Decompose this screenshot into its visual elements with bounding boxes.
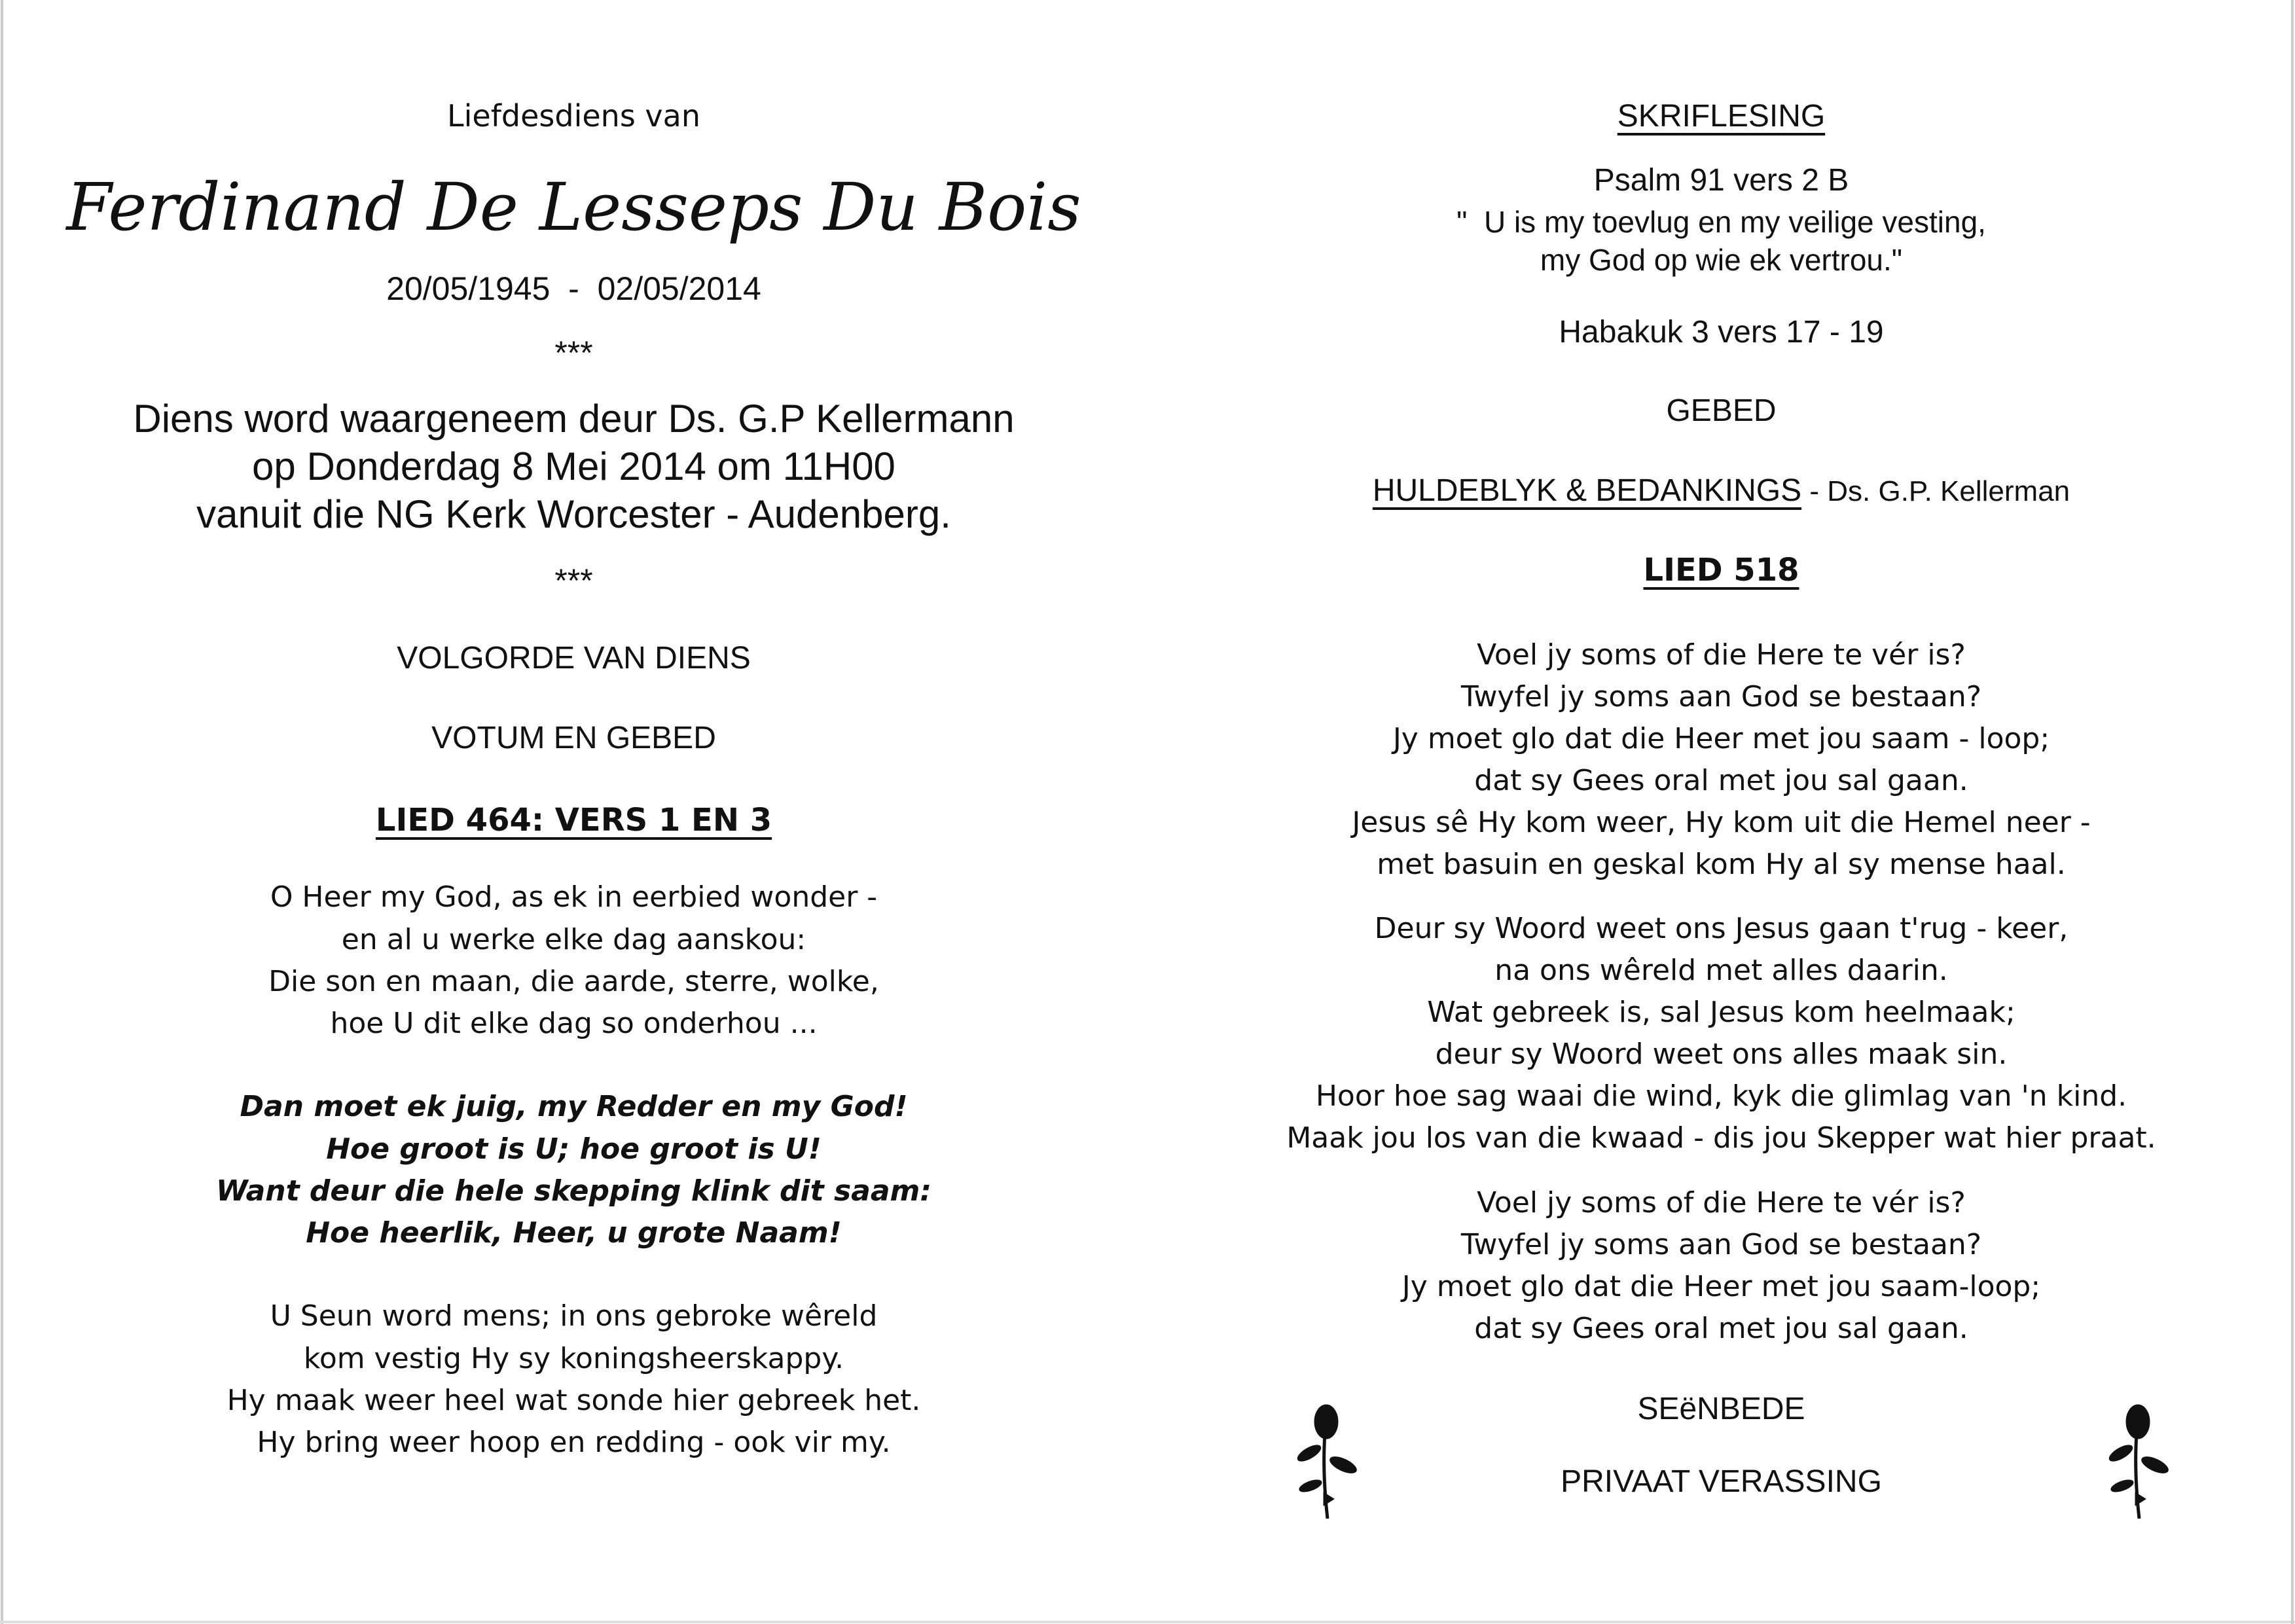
rose-icon (1283, 1394, 1368, 1525)
chorus-line: Hoe groot is U; hoe groot is U! (326, 1132, 822, 1166)
service-line: Diens word waargeneem deur Ds. G.P Kellermann (133, 397, 1015, 441)
hymn-title: LIED 464: VERS 1 EN 3 (375, 802, 772, 839)
hymn-line: Hoor hoe sag waai die wind, kyk die glimlag van 'n kind. (1315, 1079, 2127, 1113)
tribute-heading (1148, 473, 2295, 509)
hymn-line: Hy bring weer hoop en redding - ook vir my. (257, 1426, 891, 1459)
chorus-line: Want deur die hele skepping klink dit saam: (216, 1174, 931, 1208)
hymn-line: Jy moet glo dat die Heer met jou saam - loop; (1392, 722, 2050, 755)
hymn-line: Voel jy soms of die Here te vér is? (1477, 638, 1966, 672)
hymn-line: Jy moet glo dat die Heer met jou saam-loop; (1401, 1270, 2041, 1303)
separator-stars: *** (554, 562, 593, 599)
service-line: op Donderdag 8 Mei 2014 om 11H00 (252, 444, 895, 488)
life-dates: 20/05/1945 - 02/05/2014 (386, 270, 761, 307)
tribute-speaker: - Ds. G.P. Kellerman (1801, 475, 2070, 507)
hymn-line: U Seun word mens; in ons gebroke wêreld (270, 1299, 878, 1333)
votum-heading: VOTUM EN GEBED (431, 721, 716, 755)
hymn-title: LIED 518 (1643, 552, 1799, 588)
habakuk-reference: Habakuk 3 vers 17 - 19 (1559, 315, 1884, 350)
hymn-line: O Heer my God, as ek in eerbied wonder - (270, 880, 878, 914)
hymn-line: deur sy Woord weet ons alles maak sin. (1435, 1038, 2008, 1071)
tribute-label: HULDEBLYK & BEDANKINGS (1372, 473, 1802, 508)
hymn-line: hoe U dit elke dag so onderhou ... (330, 1007, 818, 1040)
separator-stars: *** (554, 334, 593, 371)
hymn-line: Hy maak weer heel wat sonde hier gebreek het. (226, 1384, 921, 1417)
scripture-heading: SKRIFLESING (1617, 99, 1826, 134)
hymn-line: Voel jy soms of die Here te vér is? (1477, 1186, 1966, 1219)
hymn-line: kom vestig Hy sy koningsheerskappy. (303, 1342, 844, 1375)
hymn-line: Maak jou los van die kwaad - dis jou Skepper wat hier praat. (1286, 1121, 2156, 1155)
psalm-text: my God op wie ek vertrou." (1540, 243, 1903, 277)
blessing-heading: SEëNBEDE (1637, 1392, 1805, 1426)
psalm-reference: Psalm 91 vers 2 B (1593, 163, 1849, 198)
hymn-line: Die son en maan, die aarde, sterre, wolke, (268, 965, 879, 998)
cremation-heading: PRIVAAT VERASSING (1561, 1464, 1882, 1499)
chorus-line: Hoe heerlik, Heer, u grote Naam! (306, 1216, 842, 1250)
hymn-line: Twyfel jy soms aan God se bestaan? (1460, 680, 1982, 713)
hymn-line: en al u werke elke dag aanskou: (341, 923, 806, 956)
deceased-name: Ferdinand De Lesseps Du Bois (66, 169, 1081, 245)
hymn-line: Deur sy Woord weet ons Jesus gaan t'rug - keer, (1374, 912, 2069, 945)
intro-text: Liefdesdiens van (447, 98, 700, 134)
hymn-line: Wat gebreek is, sal Jesus kom heelmaak; (1427, 996, 2015, 1029)
order-heading: VOLGORDE VAN DIENS (397, 641, 751, 676)
hymn-line: na ons wêreld met alles daarin. (1494, 954, 1948, 987)
hymn-line: dat sy Gees oral met jou sal gaan. (1474, 764, 1968, 797)
right-page (1148, 0, 2295, 1624)
hymn-line: dat sy Gees oral met jou sal gaan. (1474, 1312, 1968, 1345)
hymn-line: met basuin en geskal kom Hy al sy mense haal. (1377, 848, 2066, 881)
rose-icon (2095, 1394, 2180, 1525)
hymn-line: Twyfel jy soms aan God se bestaan? (1460, 1228, 1982, 1261)
chorus-line: Dan moet ek juig, my Redder en my God! (240, 1090, 908, 1123)
psalm-text: " U is my toevlug en my veilige vesting, (1456, 205, 1986, 239)
prayer-heading: GEBED (1666, 393, 1777, 428)
service-line: vanuit die NG Kerk Worcester - Audenberg. (196, 492, 951, 536)
hymn-line: Jesus sê Hy kom weer, Hy kom uit die Hemel neer - (1352, 806, 2091, 839)
